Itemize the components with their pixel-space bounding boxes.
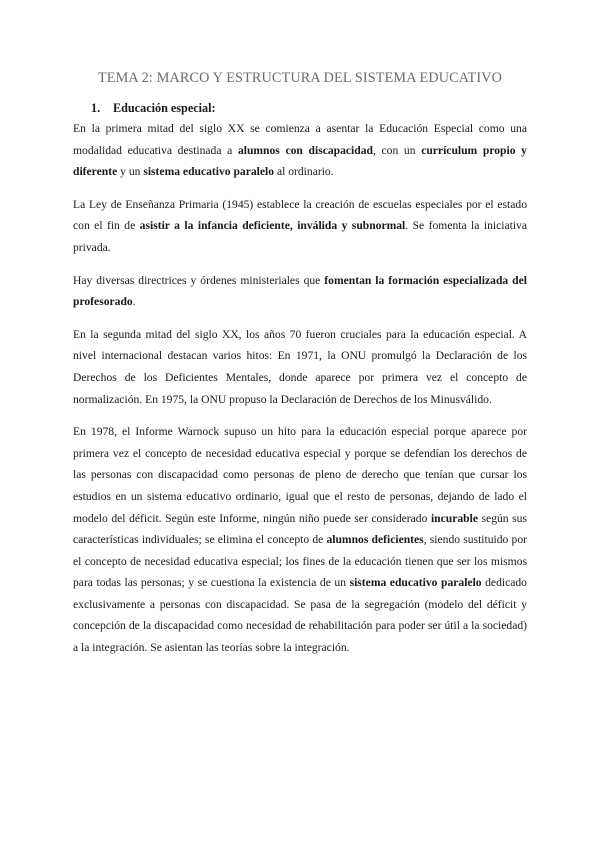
text-run: al ordinario. [274,165,334,179]
section-heading-text: Educación especial: [113,101,216,115]
text-run: según sus características individuales; se elimina el concepto de [73,511,527,547]
paragraph [73,324,527,410]
paragraph [73,118,527,183]
text-run: . [132,295,136,309]
text-run: En la segunda mitad del siglo XX, los años 70 fueron cruciales para la educación especial. A nivel internacional destacan varios hitos: En 1971, la ONU promulgó la Declaración de los Derechos de los Deficientes Mentales, donde aparece por primera vez el concepto de normalización. En 1975, la ONU propuso la Declaración de Derechos de los Minusválido. [73,327,527,406]
text-run: En 1978, el Informe Warnock supuso un hito para la educación especial porque aparece por primera vez el concepto de necesidad educativa especial y porque se defendían los derechos de las personas con discapacidad como personas de pleno de derecho que tenían que cursar los estudios en un sistema educativo ordinario, igual que el resto de personas, dejando de lado el modelo del déficit. Según este Informe, ningún niño puede ser considerado [73,425,527,525]
text-run: dedicado exclusivamente a personas con discapacidad. Se pasa de la segregación (modelo del déficit y concepción de la discapacidad como necesidad de rehabilitación para poder ser útil a la sociedad) a la integración. Se asientan las teorías sobre la integración. [73,576,527,655]
bold-text: alumnos con discapacidad [237,143,373,157]
section-number: 1. [91,101,101,115]
text-run: En la primera mitad del siglo XX se comienza a asentar la Educación Especial como una modalidad educativa destinada a [73,122,527,157]
paragraph [73,194,527,259]
text-run: , con un [372,143,422,157]
paragraph [73,270,527,313]
bold-text: sistema educativo paralelo [143,165,275,179]
text-run: , siendo sustituido por el concepto de necesidad educativa especial; los fines de la educación tienen que ser los mismos para todas las personas; y se cuestiona la existencia de un [73,533,527,590]
bold-text: sistema educativo paralelo [349,576,482,590]
text-run: . Se fomenta la iniciativa privada. [73,219,527,254]
text-run: La Ley de Enseñanza Primaria (1945) establece la creación de escuelas especiales por el estado con el fin de [73,197,527,233]
text-run: y un [117,165,144,179]
bold-text: alumnos deficientes [326,533,424,547]
bold-text: asistir a la infancia deficiente, inválida y subnormal [139,219,406,233]
page-title: TEMA 2: MARCO Y ESTRUCTURA DEL SISTEMA EDUCATIVO [97,70,503,86]
section-heading [91,101,527,116]
body-text [73,118,527,659]
bold-text: fomentan la formación especializada del profesorado [73,273,527,309]
bold-text: currículum propio y diferente [73,143,527,179]
bold-text: incurable [430,511,478,525]
text-run: Hay diversas directrices y órdenes ministeriales que [73,273,325,287]
paragraph [73,421,527,659]
